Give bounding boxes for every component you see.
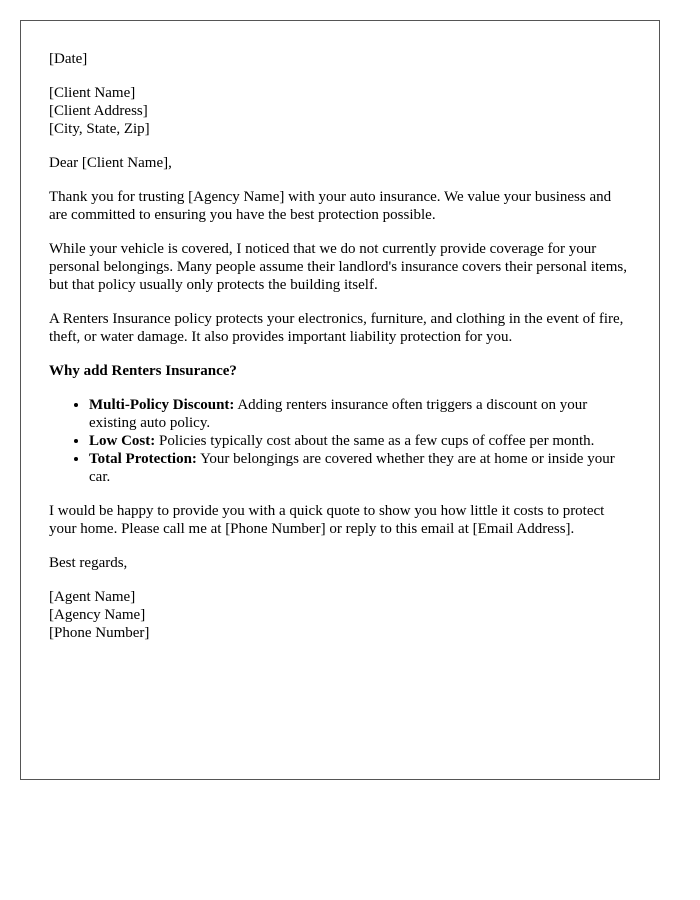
recipient-address-block [49,84,631,138]
benefit-text: Adding renters insurance often triggers a discount on your existing auto policy. [89,397,588,431]
paragraph-intro: Thank you for trusting [Agency Name] with your auto insurance. We value your business and are committed to ensuring you have the best protection possible. [49,189,612,223]
letter-document [20,20,660,780]
letter-date: [Date] [49,51,88,67]
why-heading: Why add Renters Insurance? [49,363,237,379]
closing-paragraph: I would be happy to provide you with a quick quote to show you how little it costs to protect your home. Please call me at [Phone Number] or reply to this email at [Email Address]. [49,503,605,537]
benefit-title: Multi-Policy Discount: [89,397,235,413]
benefit-title: Low Cost: [89,433,156,449]
sign-off: Best regards, [49,555,128,571]
salutation: Dear [Client Name], [49,155,172,171]
benefit-item-low-cost [89,432,631,450]
paragraph-renters-policy: A Renters Insurance policy protects your electronics, furniture, and clothing in the event of fire, theft, or water damage. It also provides important liability protection for you. [49,311,624,345]
signature-block [49,588,631,642]
recipient-name: [Client Name] [49,85,136,101]
agency-name: [Agency Name] [49,607,146,623]
recipient-address: [Client Address] [49,103,148,119]
recipient-city-state-zip: [City, State, Zip] [49,121,150,137]
benefit-title: Total Protection: [89,451,197,467]
paragraph-coverage-gap: While your vehicle is covered, I noticed that we do not currently provide coverage for your personal belongings. Many people assume their landlord's insurance covers their personal items, but that policy usually only protects the building itself. [49,241,627,293]
benefit-text: Your belongings are covered whether they are at home or inside your car. [89,451,615,485]
benefits-list [49,396,631,486]
benefit-item-discount [89,396,631,432]
benefit-item-protection [89,450,631,486]
agent-name: [Agent Name] [49,589,136,605]
agent-phone: [Phone Number] [49,625,150,641]
benefit-text: Policies typically cost about the same as a few cups of coffee per month. [155,433,595,449]
